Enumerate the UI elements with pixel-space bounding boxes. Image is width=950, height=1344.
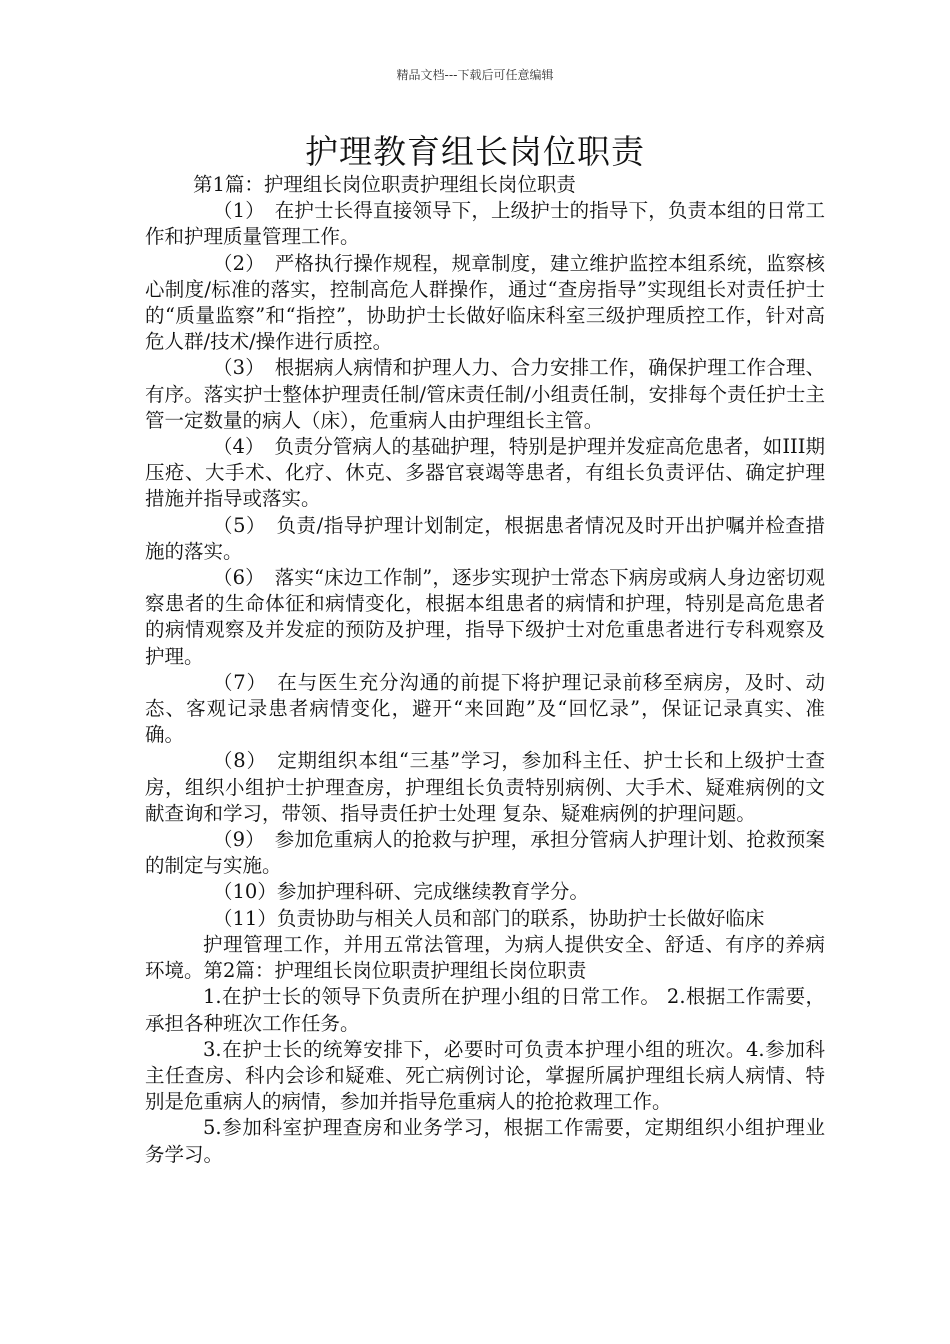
duty-item-11-continued: 护理管理工作，并用五常法管理，为病人提供安全、舒适、有序的养病环境。第2篇：护理组长岗位职责护理组长岗位职责 xyxy=(145,932,825,983)
section-2-item-1-2: 1.在护士长的领导下负责所在护理小组的日常工作。 2.根据工作需要，承担各种班次工作任务。 xyxy=(145,985,825,1035)
section-heading-1: 第1篇：护理组长岗位职责护理组长岗位职责 xyxy=(193,173,576,196)
duty-item-3: （3） 根据病人病情和护理人力、合力安排工作，确保护理工作合理、有序。落实护士整体护理责任制/管床责任制/小组责任制，安排每个责任护士主管一定数量的病人（床），危重病人由护理组长主管。 xyxy=(145,356,825,432)
header-note: 精品文档---下载后可任意编辑 xyxy=(396,68,554,82)
duty-item-6: （6） 落实“床边工作制”，逐步实现护士常态下病房或病人身边密切观察患者的生命体征和病情变化，根据本组患者的病情和护理，特别是高危患者的病情观察及并发症的预防及护理，指导下级护士对危重患者进行专科观察及护理。 xyxy=(145,566,825,668)
duty-item-9: （9） 参加危重病人的抢救与护理，承担分管病人护理计划、抢救预案的制定与实施。 xyxy=(145,828,825,878)
document-body xyxy=(145,172,825,1168)
duty-item-8: （8） 定期组织本组“三基”学习，参加科主任、护士长和上级护士查房，组织小组护士护理查房，护理组长负责特别病例、大手术、疑难病例的文献查询和学习，带领、指导责任护士处理 复杂、疑难病例的护理问题。 xyxy=(145,749,825,825)
section-2-item-5: 5.参加科室护理查房和业务学习，根据工作需要，定期组织小组护理业务学习。 xyxy=(145,1116,825,1166)
document-title: 护理教育组长岗位职责 xyxy=(305,132,645,171)
duty-item-1: （1） 在护士长得直接领导下，上级护士的指导下，负责本组的日常工作和护理质量管理工作。 xyxy=(145,199,825,249)
duty-item-7: （7） 在与医生充分沟通的前提下将护理记录前移至病房，及时、动态、客观记录患者病情变化，避开“来回跑”及“回忆录”，保证记录真实、准确。 xyxy=(145,670,825,747)
duty-item-5: （5） 负责/指导护理计划制定，根据患者情况及时开出护嘱并检查措施的落实。 xyxy=(145,513,825,563)
duty-item-4: （4） 负责分管病人的基础护理，特别是护理并发症高危患者，如III期压疮、大手术、化疗、休克、多器官衰竭等患者，有组长负责评估、确定护理措施并指导或落实。 xyxy=(145,435,825,511)
duty-item-11: （11）负责协助与相关人员和部门的联系，协助护士长做好临床 xyxy=(213,906,765,930)
section-2-item-3-4: 3.在护士长的统筹安排下，必要时可负责本护理小组的班次。4.参加科主任查房、科内会诊和疑难、死亡病例讨论，掌握所属护理组长病人病情、特别是危重病人的病情，参加并指导危重病人的抢抢救理工作。 xyxy=(145,1037,825,1114)
duty-item-2: （2） 严格执行操作规程，规章制度，建立维护监控本组系统，监察核心制度/标准的落实，控制高危人群操作，通过“查房指导”实现组长对责任护士的“质量监察”和“指控”，协助护士长做好临床科室三级护理质控工作，针对高危人群/技术/操作进行质控。 xyxy=(145,251,825,354)
duty-item-10: （10）参加护理科研、完成继续教育学分。 xyxy=(213,880,589,904)
